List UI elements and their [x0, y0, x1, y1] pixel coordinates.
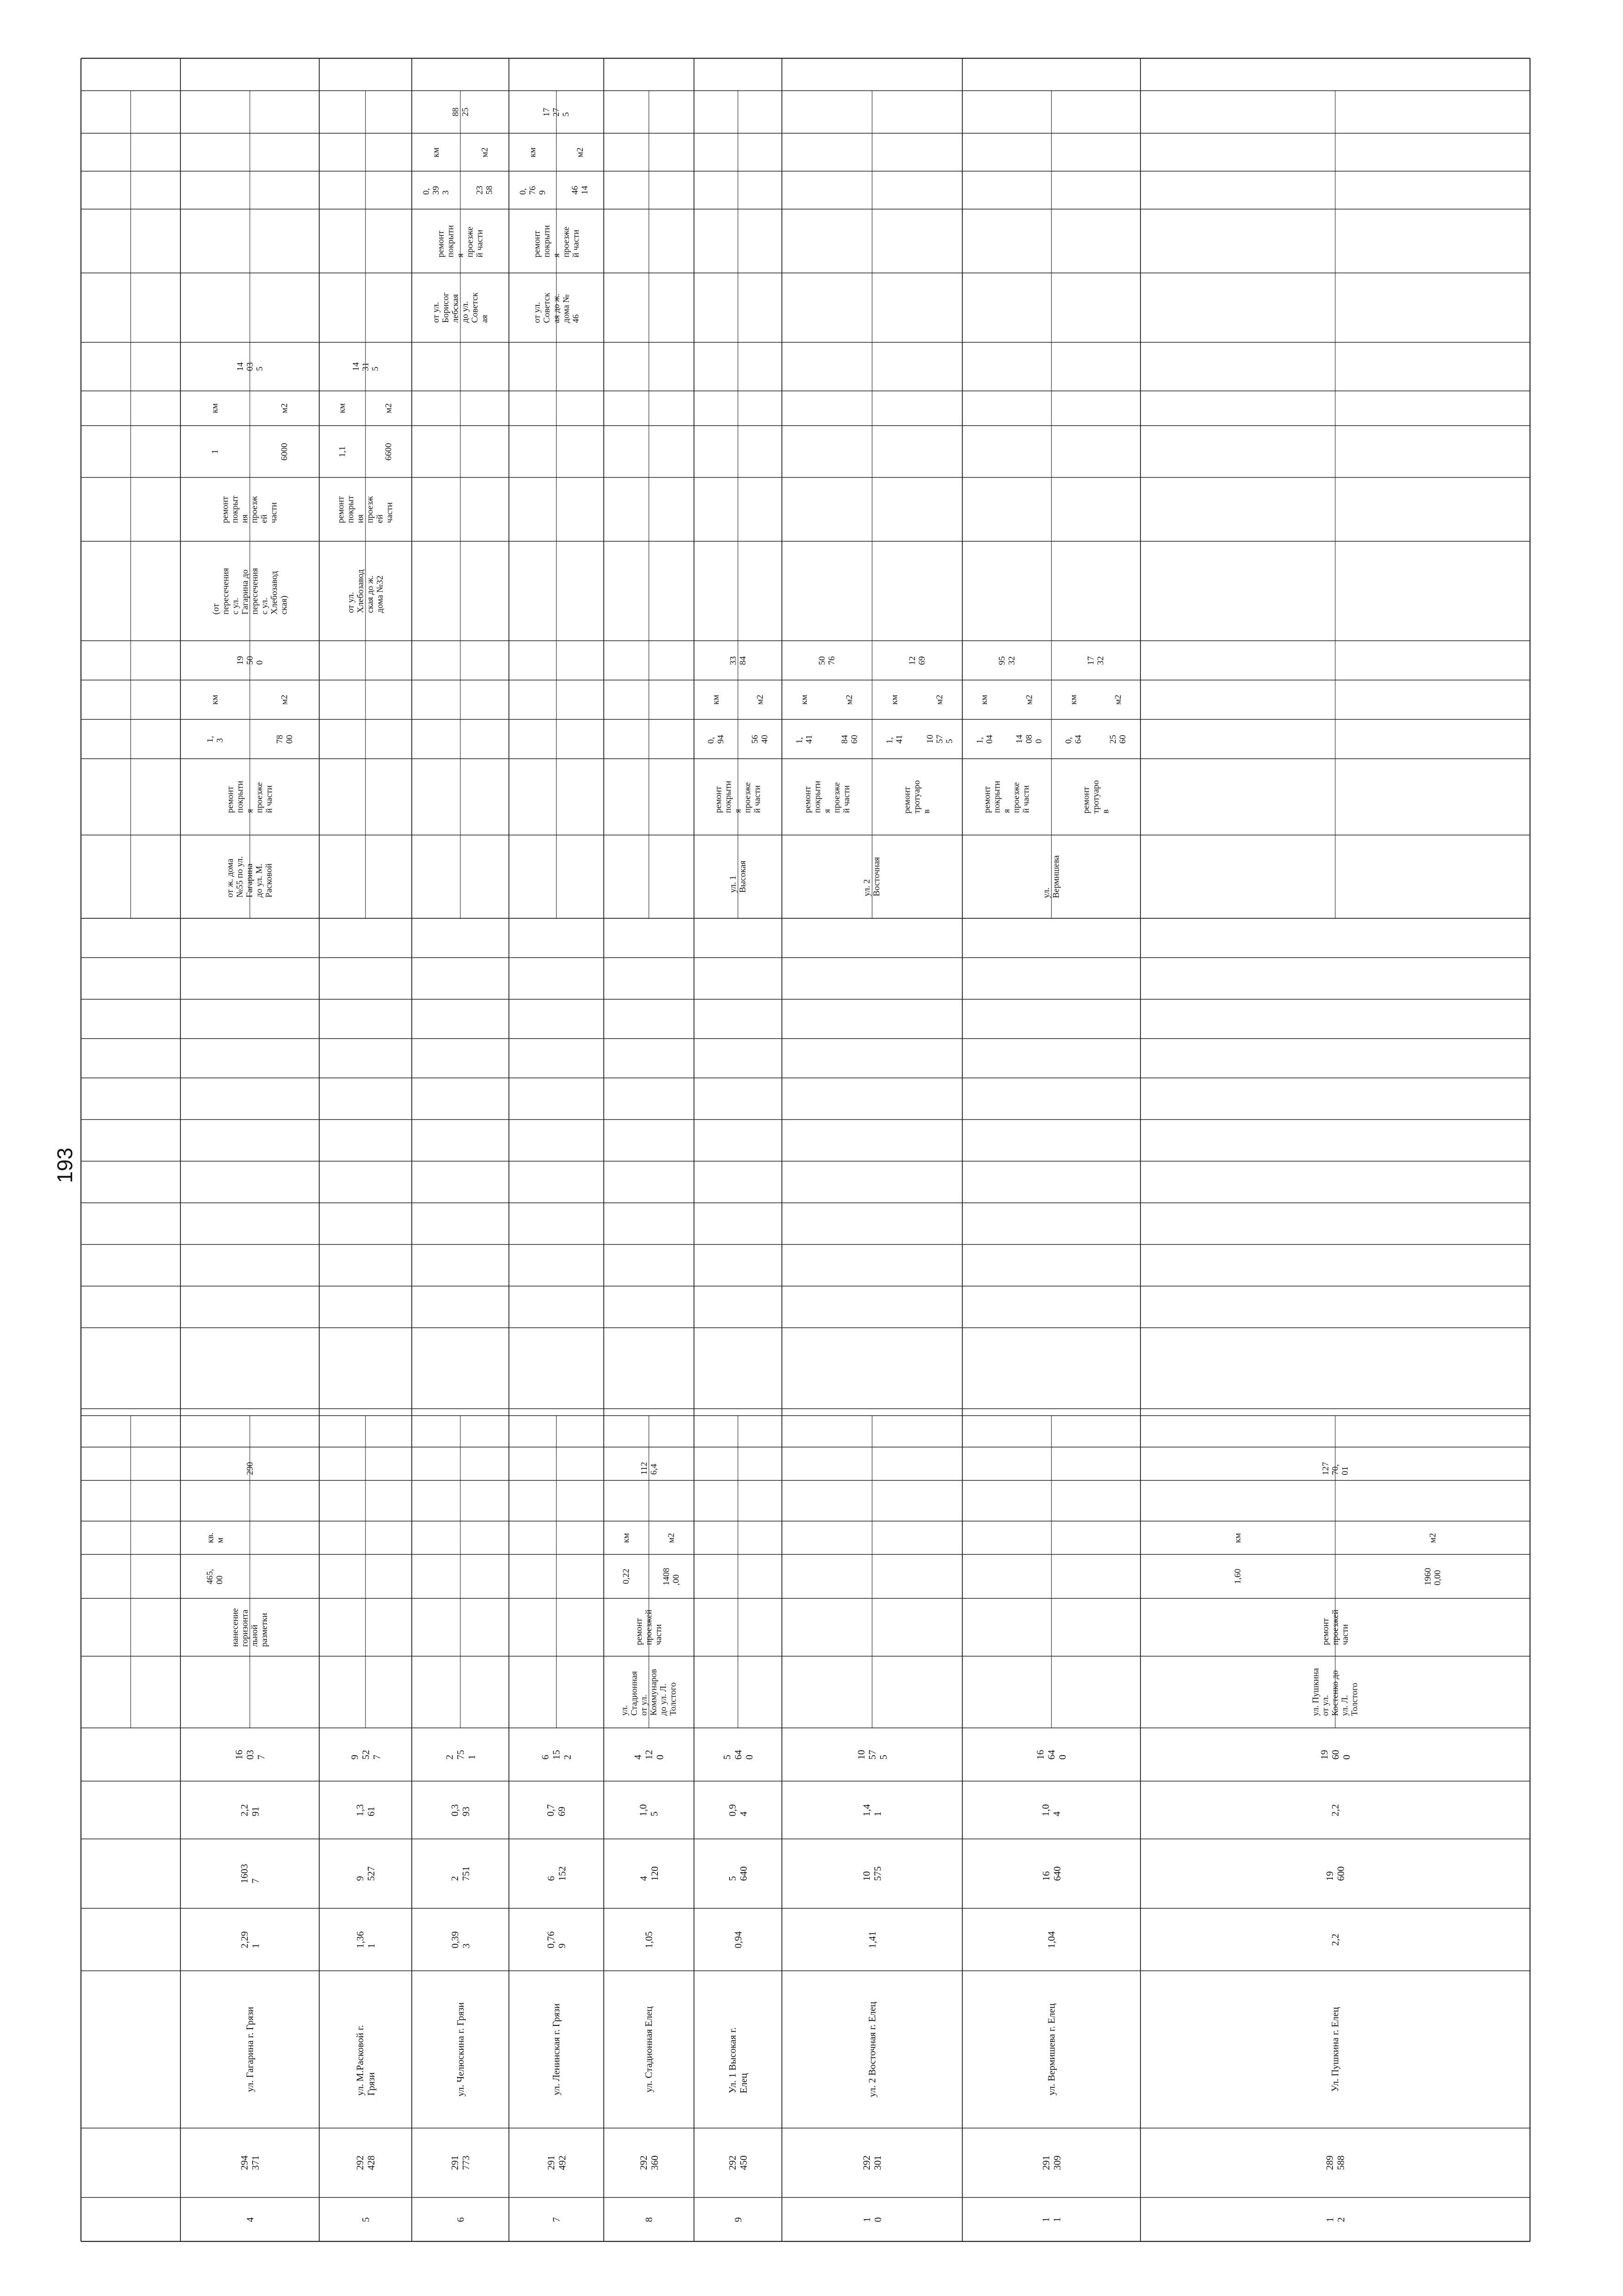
work-area-unit: м2	[1113, 694, 1123, 705]
object-id: 292 450	[727, 2155, 749, 2170]
work-sum: 14 03 5	[235, 362, 265, 371]
work-location: ул. Пушкина от ул. Костенко до ул. Л. Толстого	[1311, 1668, 1360, 1716]
area-value: 10 575	[861, 1866, 883, 1881]
work-unit: км	[621, 1533, 632, 1543]
street-name: ул. М.Расковой г. Грязи	[354, 2025, 377, 2096]
length-value: 1,05	[643, 1931, 655, 1948]
work-unit: км	[527, 147, 538, 157]
object-id: 292 428	[354, 2155, 377, 2170]
work-area: 78 00	[275, 735, 294, 743]
work-sum: 12 69	[907, 656, 927, 665]
street-name: ул. Вермишева г. Елец	[1046, 2003, 1057, 2096]
work-area-unit: м2	[666, 1533, 676, 1543]
area-value: 6 152	[545, 1866, 568, 1881]
street-name: Ул. Пушкина г. Елец	[1330, 2007, 1341, 2092]
row-number: 1 2	[1324, 2217, 1346, 2222]
length-km-value: 1,0 5	[638, 1804, 660, 1816]
work-volume: 465, 00	[205, 1568, 225, 1584]
work-type: ремонт покрыт ия проезж ей части	[221, 495, 279, 523]
work-volume: 0, 64	[1064, 735, 1084, 743]
work-location: от ул. Хлебозавод ская до ж. дома №32	[346, 569, 385, 613]
work-type: ремонт покрыти я проезже й части	[982, 780, 1031, 813]
work-area-unit: м2	[755, 694, 765, 705]
work-sum: 19 50 0	[235, 656, 265, 665]
work-location: ул. Вермишева	[1041, 855, 1061, 898]
street-name: Ул. 1 Высокая г. Елец	[727, 2027, 749, 2093]
work-unit: км	[979, 694, 990, 705]
work-area: 56 40	[750, 735, 770, 743]
work-volume: 0, 94	[706, 735, 726, 743]
work-unit: км	[711, 694, 721, 705]
work-volume: 1, 04	[975, 735, 995, 743]
work-area: 46 14	[570, 186, 590, 195]
work-unit: км	[799, 694, 810, 705]
length-value: 1,36 1	[354, 1931, 377, 1948]
street-name: ул. 2 Восточная г. Елец	[867, 2001, 878, 2098]
work-volume: 1, 3	[205, 736, 225, 743]
area-m2-value: 16 64 0	[1035, 1750, 1068, 1759]
row-number: 8	[643, 2217, 655, 2222]
object-id: 292 360	[638, 2155, 660, 2170]
work-type: ремонт покрыти я проезже й части	[532, 225, 581, 257]
work-location: ул. 2 Восточная	[862, 857, 882, 897]
work-area: 14 08 0	[1014, 735, 1044, 743]
work-sum: 112 6,4	[639, 1462, 659, 1475]
work-area-unit: м2	[279, 403, 290, 414]
area-value: 1603 7	[239, 1864, 261, 1883]
work-volume: 1	[210, 449, 220, 454]
work-area-unit: м2	[384, 403, 394, 414]
length-value: 0,76 9	[545, 1931, 568, 1948]
object-id: 291 773	[449, 2155, 471, 2170]
work-type: ремонт покрыти я проезже й части	[802, 780, 851, 813]
work-area: 1408 ,00	[662, 1567, 681, 1585]
work-type: нанесение горизонта льной разметки	[230, 1608, 269, 1647]
work-type: ремонт покрыти я проезже й части	[436, 225, 485, 257]
work-sum: 17 27 5	[542, 107, 571, 117]
work-area: 84 60	[840, 735, 860, 743]
work-sum: 33 84	[728, 656, 748, 665]
work-unit: км	[337, 403, 347, 414]
length-km-value: 2,2	[1330, 1804, 1341, 1816]
object-id: 291 309	[1040, 2155, 1063, 2170]
object-id: 292 301	[861, 2155, 883, 2170]
work-area: 6600	[384, 443, 394, 460]
work-location: от ул. Борисог лебская до ул. Советск ая	[431, 292, 489, 323]
area-m2-value: 9 52 7	[349, 1750, 382, 1759]
row-number: 1 1	[1040, 2217, 1063, 2222]
work-sum: 14 31 5	[351, 362, 380, 371]
work-area: 25 60	[1108, 735, 1128, 743]
street-name: ул. Гагарина г. Грязи	[244, 2006, 255, 2092]
length-value: 2,2	[1330, 1933, 1341, 1946]
work-location: от ул. Советск ая до ж. дома № 46	[532, 292, 581, 323]
area-m2-value: 19 60 0	[1319, 1750, 1352, 1759]
work-sum: 17 32	[1086, 656, 1106, 665]
length-km-value: 1,4 1	[861, 1804, 883, 1816]
area-m2-value: 6 15 2	[539, 1750, 573, 1759]
area-value: 19 600	[1324, 1866, 1346, 1881]
area-m2-value: 2 75 1	[444, 1750, 477, 1759]
length-value: 0,94	[732, 1931, 743, 1948]
work-area-unit: м2	[844, 694, 855, 705]
work-sum: 95 32	[997, 656, 1017, 665]
row-number: 7	[551, 2217, 562, 2222]
length-km-value: 0,7 69	[545, 1804, 568, 1816]
street-name: ул. Челюскина г. Грязи	[455, 2002, 466, 2097]
work-sum: 127 70, 01	[1320, 1461, 1350, 1475]
work-sum: 50 76	[817, 656, 837, 665]
work-unit: км	[210, 694, 220, 705]
work-volume: 1, 41	[794, 735, 814, 743]
work-unit: км	[1233, 1533, 1243, 1543]
work-volume: 0, 76 9	[518, 186, 547, 195]
work-type: ремонт проезжей части	[1320, 1609, 1350, 1645]
work-unit: км	[1069, 694, 1079, 705]
length-km-value: 1,0 4	[1040, 1804, 1063, 1816]
work-unit: км	[890, 694, 900, 705]
work-type: ремонт тротуаро в	[903, 780, 932, 814]
row-number: 5	[360, 2217, 371, 2222]
area-value: 2 751	[449, 1866, 471, 1881]
length-km-value: 0,3 93	[449, 1804, 471, 1816]
work-volume: 0, 39 3	[421, 186, 451, 195]
work-area: 10 57 5	[925, 735, 954, 743]
row-number: 9	[732, 2217, 743, 2222]
area-value: 4 120	[638, 1866, 660, 1881]
work-area-unit: м2	[575, 147, 585, 157]
area-value: 9 527	[354, 1866, 377, 1881]
work-volume: 1, 41	[885, 735, 904, 743]
length-value: 1,04	[1046, 1931, 1057, 1948]
work-sum: 290	[245, 1461, 255, 1475]
work-volume: 1,1	[337, 446, 347, 457]
street-name: ул. Стадионная Елец	[643, 2006, 655, 2093]
area-value: 16 640	[1040, 1866, 1063, 1881]
area-value: 5 640	[727, 1866, 749, 1881]
work-volume: 0,22	[621, 1568, 632, 1584]
street-name: ул. Ленинская г. Грязи	[551, 2003, 562, 2096]
work-type: ремонт покрыти я проезже й части	[225, 780, 274, 813]
area-m2-value: 10 57 5	[855, 1750, 889, 1759]
length-value: 1,41	[867, 1931, 878, 1948]
object-id: 291 492	[545, 2155, 568, 2170]
work-area: 6000	[279, 443, 290, 460]
length-value: 2,29 1	[239, 1931, 261, 1948]
length-km-value: 0,9 4	[727, 1804, 749, 1816]
length-km-value: 2,2 91	[239, 1804, 261, 1816]
object-id: 289 588	[1324, 2155, 1346, 2170]
work-type: ремонт проезжей части	[634, 1609, 663, 1645]
object-id: 294 371	[239, 2155, 261, 2170]
work-type: ремонт покрыт ия проезж ей части	[336, 495, 395, 523]
work-type: ремонт тротуаро в	[1081, 780, 1111, 814]
area-m2-value: 4 12 0	[632, 1750, 666, 1759]
length-km-value: 1,3 61	[354, 1804, 377, 1816]
work-unit: км	[210, 403, 220, 414]
work-location: ул. 1 Высокая	[728, 860, 748, 893]
length-value: 0,39 3	[449, 1931, 471, 1948]
work-unit: км	[431, 147, 441, 157]
area-m2-value: 5 64 0	[721, 1750, 755, 1759]
work-sum: 88 25	[451, 107, 470, 117]
work-area-unit: м2	[1428, 1533, 1437, 1543]
row-number: 4	[244, 2217, 255, 2222]
work-type: ремонт покрыти я проезже й части	[713, 780, 762, 813]
work-volume: 1,60	[1233, 1568, 1243, 1584]
work-area: 23 58	[475, 186, 495, 195]
work-location: (от пересечения с ул. Гагарина до пересечения с ул. Хлебозавод ская)	[211, 568, 289, 614]
work-location: от ж. дома №55 по ул. Гагарина до ул. М. Расковой	[225, 856, 274, 897]
area-m2-value: 16 03 7	[233, 1750, 266, 1759]
page-number: 193	[53, 1147, 77, 1183]
work-area: 1960 0,00	[1423, 1567, 1443, 1585]
work-area-unit: м2	[279, 694, 290, 705]
work-location: ул. Стадионная от ул. Коммунаров до ул. Л. Толстого	[619, 1669, 678, 1715]
row-number: 6	[455, 2217, 466, 2222]
work-area-unit: м2	[480, 147, 489, 157]
work-area-unit: м2	[1024, 694, 1034, 705]
row-number: 1 0	[861, 2217, 883, 2222]
work-area-unit: м2	[935, 694, 945, 705]
work-unit: кв. м	[205, 1532, 225, 1543]
